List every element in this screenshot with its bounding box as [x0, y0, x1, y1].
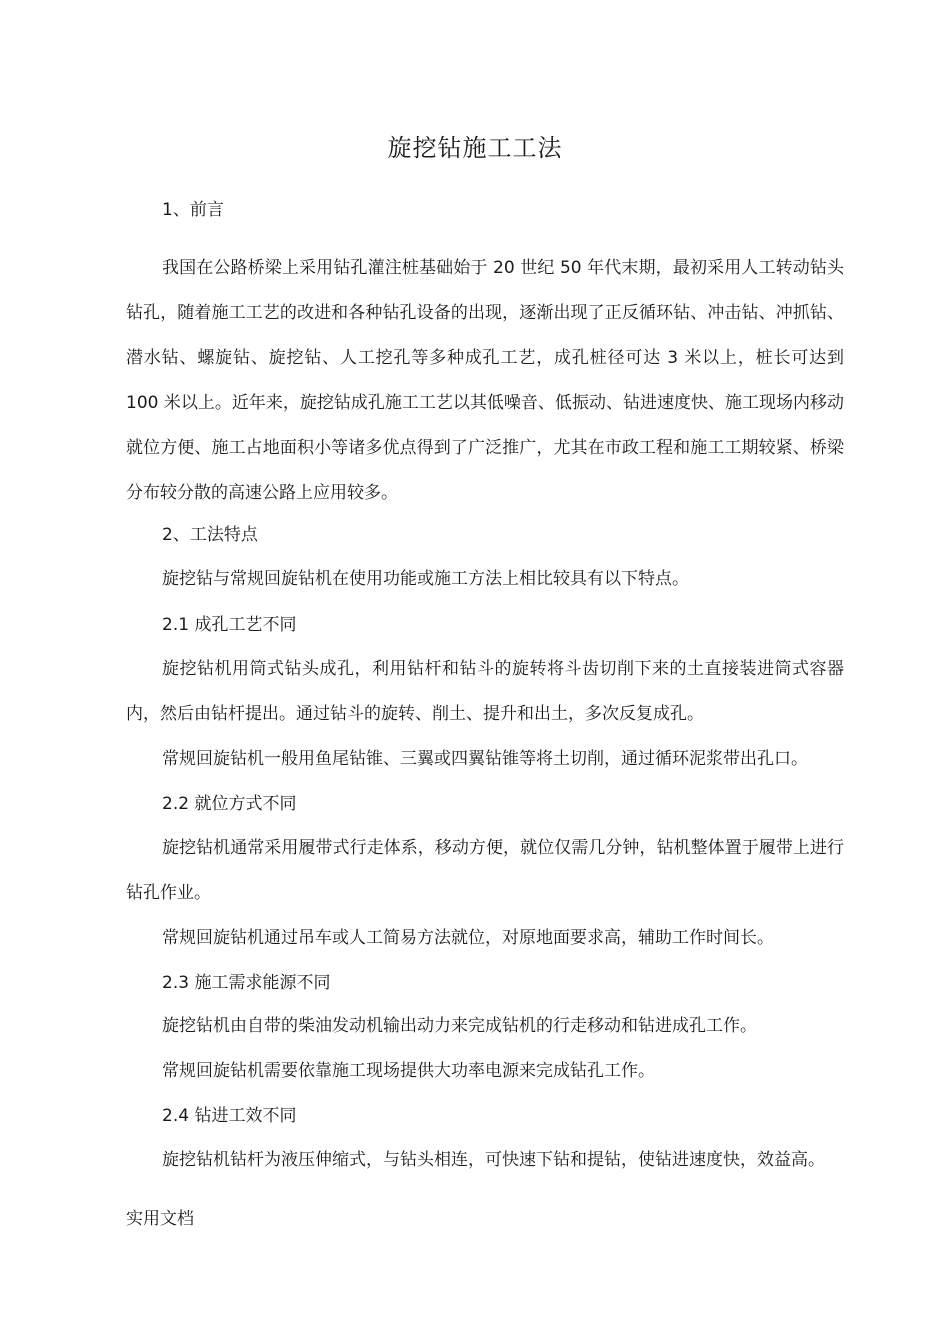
paragraph-2-1-conventional: 常规回旋钻机一般用鱼尾钻锥、三翼或四翼钻锥等将土切削，通过循环泥浆带出孔口。 [162, 749, 808, 769]
paragraph-2-2-rotary: 旋挖钻机通常采用履带式行走体系，移动方便，就位仅需几分钟，钻机整体置于履带上进行钻孔作业。 [126, 838, 844, 903]
subsection-heading-2-4: 2.4 钻进工效不同 [162, 1106, 297, 1126]
subsection-heading-2-1: 2.1 成孔工艺不同 [162, 615, 297, 635]
page-footer: 实用文档 [126, 1209, 194, 1229]
paragraph-2-3-conventional: 常规回旋钻机需要依靠施工现场提供大功率电源来完成钻孔工作。 [162, 1061, 655, 1081]
paragraph-2-1-rotary: 旋挖钻机用筒式钻头成孔，利用钻杆和钻斗的旋转将斗齿切削下来的土直接装进筒式容器内，然后由钻杆提出。通过钻斗的旋转、削土、提升和出土，多次反复成孔。 [126, 659, 844, 724]
document-title: 旋挖钻施工工法 [387, 134, 563, 162]
subsection-heading-2-3: 2.3 施工需求能源不同 [162, 973, 331, 993]
section-heading-features: 2、工法特点 [162, 525, 258, 545]
paragraph-2-2-conventional: 常规回旋钻机通过吊车或人工简易方法就位，对原地面要求高，辅助工作时间长。 [162, 928, 774, 948]
paragraph-preface: 我国在公路桥梁上采用钻孔灌注桩基础始于 20 世纪 50 年代末期，最初采用人工转动钻头钻孔，随着施工工艺的改进和各种钻孔设备的出现，逐渐出现了正反循环钻、冲击钻、冲抓钻、潜水钻、螺旋钻、旋挖钻、人工挖孔等多种成孔工艺，成孔桩径可达 3 米以上，桩长可达到 100 米以上。近年来，旋挖钻成孔施工工艺以其低噪音、低振动、钻进速度快、施工现场内移动就位方便、施工占地面积小等诸多优点得到了广泛推广，尤其在市政工程和施工工期较紧、桥梁分布较分散的高速公路上应用较多。 [126, 258, 844, 503]
subsection-heading-2-2: 2.2 就位方式不同 [162, 794, 297, 814]
paragraph-2-4-rotary: 旋挖钻机钻杆为液压伸缩式，与钻头相连，可快速下钻和提钻，使钻进速度快，效益高。 [162, 1150, 825, 1170]
section-heading-preface: 1、前言 [162, 200, 224, 220]
paragraph-features-intro: 旋挖钻与常规回旋钻机在使用功能或施工方法上相比较具有以下特点。 [162, 569, 689, 589]
paragraph-2-3-rotary: 旋挖钻机由自带的柴油发动机输出动力来完成钻机的行走移动和钻进成孔工作。 [162, 1016, 757, 1036]
